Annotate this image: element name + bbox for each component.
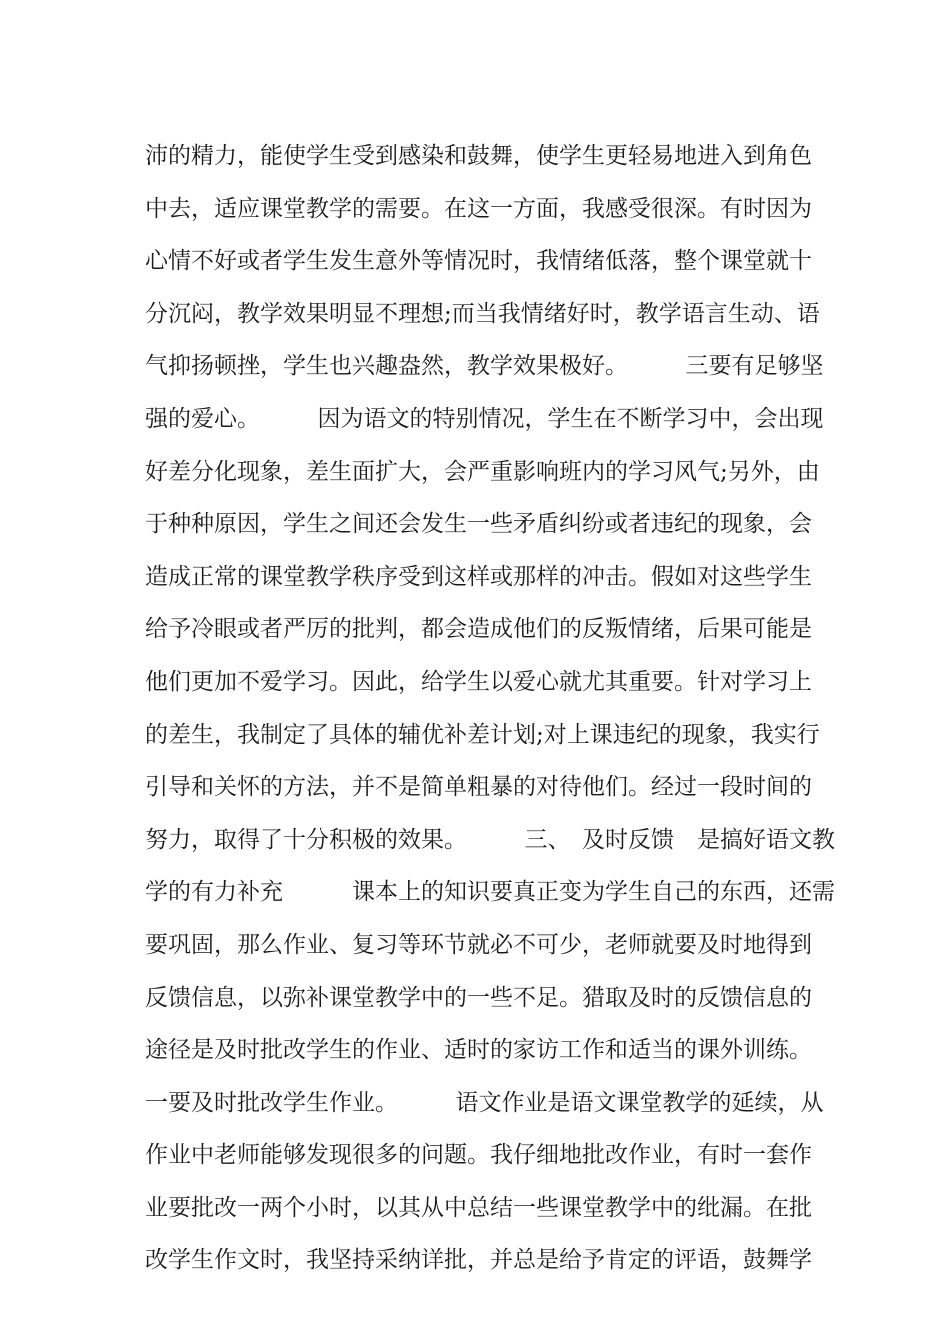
text-line: 作业中老师能够发现很多的问题。我仔细地批改作业，有时一套作 bbox=[145, 1142, 812, 1169]
text-line: 于种种原因，学生之间还会发生一些矛盾纠纷或者违纪的现象，会 bbox=[145, 511, 812, 538]
body-text bbox=[145, 130, 835, 1287]
text-line: 造成正常的课堂教学秩序受到这样或那样的冲击。假如对这些学生 bbox=[145, 563, 812, 590]
text-line: 努力，取得了十分积极的效果。 三、 及时反馈 是搞好语文教 bbox=[145, 826, 835, 853]
text-line: 他们更加不爱学习。因此，给学生以爱心就尤其重要。针对学习上 bbox=[145, 668, 812, 695]
text-line: 给予冷眼或者严厉的批判，都会造成他们的反叛情绪，后果可能是 bbox=[145, 616, 812, 643]
text-line: 心情不好或者学生发生意外等情况时，我情绪低落，整个课堂就十 bbox=[145, 248, 812, 275]
text-line: 好差分化现象，差生面扩大，会严重影响班内的学习风气;另外，由 bbox=[145, 458, 820, 485]
text-line: 一要及时批改学生作业。 语文作业是语文课堂教学的延续，从 bbox=[145, 1089, 824, 1116]
text-line: 学的有力补充 课本上的知识要真正变为学生自己的东西，还需 bbox=[145, 879, 835, 906]
text-line: 改学生作文时，我坚持采纳详批，并总是给予肯定的评语，鼓舞学 bbox=[145, 1247, 812, 1274]
text-line: 气抑扬顿挫，学生也兴趣盎然，教学效果极好。 三要有足够坚 bbox=[145, 353, 824, 380]
text-line: 引导和关怀的方法，并不是简单粗暴的对待他们。经过一段时间的 bbox=[145, 774, 812, 801]
text-line: 要巩固，那么作业、复习等环节就必不可少，老师就要及时地得到 bbox=[145, 931, 812, 958]
text-line: 途径是及时批改学生的作业、适时的家访工作和适当的课外训练。 bbox=[145, 1037, 812, 1064]
text-line: 分沉闷，教学效果明显不理想;而当我情绪好时，教学语言生动、语 bbox=[145, 300, 820, 327]
text-line: 的差生，我制定了具体的辅优补差计划;对上课违纪的现象，我实行 bbox=[145, 721, 820, 748]
text-line: 反馈信息，以弥补课堂教学中的一些不足。猎取及时的反馈信息的 bbox=[145, 984, 812, 1011]
text-line: 业要批改一两个小时，以其从中总结一些课堂教学中的纰漏。在批 bbox=[145, 1194, 812, 1221]
text-line: 沛的精力，能使学生受到感染和鼓舞，使学生更轻易地进入到角色 bbox=[145, 143, 812, 169]
text-line: 中去，适应课堂教学的需要。在这一方面，我感受很深。有时因为 bbox=[145, 195, 812, 222]
text-line: 强的爱心。 因为语文的特别情况，学生在不断学习中，会出现 bbox=[145, 405, 824, 432]
